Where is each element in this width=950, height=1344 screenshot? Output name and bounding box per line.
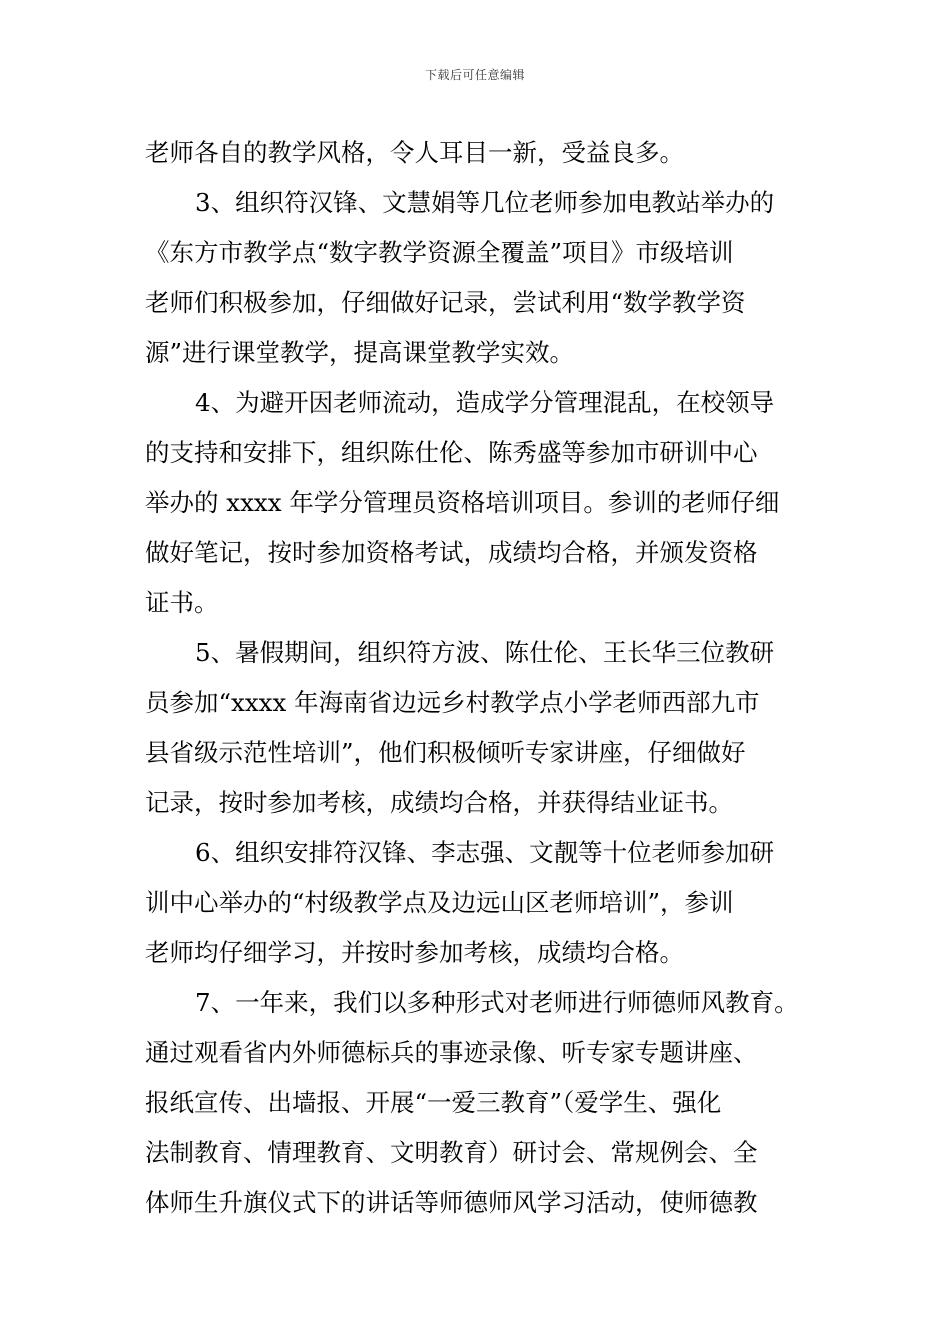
text-line: 源”进行课堂教学，提高课堂教学实效。 <box>145 338 575 367</box>
text-line: 老师各自的教学风格，令人耳目一新，受益良多。 <box>145 138 684 167</box>
page-header: 下载后可任意编辑 <box>424 68 525 82</box>
text-line: 的支持和安排下，组织陈仕伦、陈秀盛等参加市研训中心 <box>145 438 758 467</box>
text-line: 记录，按时参加考核，成绩均合格，并获得结业证书。 <box>145 788 733 817</box>
text-line: 老师均仔细学习，并按时参加考核，成绩均合格。 <box>145 938 684 967</box>
text-line: 举办的 xxxx 年学分管理员资格培训项目。参训的老师仔细 <box>145 488 780 517</box>
text-line: 县省级示范性培训”，他们积极倾听专家讲座，仔细做好 <box>145 738 746 767</box>
text-line: 通过观看省内外师德标兵的事迹录像、听专家专题讲座、 <box>145 1038 758 1067</box>
paragraph-item-7 <box>145 978 815 1228</box>
text-line: 证书。 <box>145 588 219 617</box>
text-line: 报纸宣传、出墙报、开展“一爱三教育”（爱学生、强化 <box>145 1088 722 1117</box>
text-line: 7、一年来，我们以多种形式对老师进行师德师风教育。 <box>195 988 799 1017</box>
text-line: 老师们积极参加，仔细做好记录，尝试利用“数学教学资 <box>145 288 746 317</box>
text-line: 3、组织符汉锋、文慧娟等几位老师参加电教站举办的 <box>195 188 775 217</box>
text-line: 法制教育、情理教育、文明教育）研讨会、常规例会、全 <box>145 1138 758 1167</box>
paragraph-item-5 <box>145 628 815 828</box>
text-line: 体师生升旗仪式下的讲话等师德师风学习活动，使师德教 <box>145 1188 758 1217</box>
text-line: 做好笔记，按时参加资格考试，成绩均合格，并颁发资格 <box>145 538 758 567</box>
paragraph-item-4 <box>145 378 815 628</box>
text-line: 员参加“xxxx 年海南省边远乡村教学点小学老师西部九市 <box>145 688 760 717</box>
text-line: 《东方市教学点“数字教学资源全覆盖”项目》市级培训 <box>145 238 734 267</box>
text-line: 4、为避开因老师流动，造成学分管理混乱，在校领导 <box>195 388 775 417</box>
document-body <box>145 128 815 1228</box>
text-line: 6、组织安排符汉锋、李志强、文靓等十位老师参加研 <box>195 838 775 867</box>
text-line: 训中心举办的“村级教学点及边远山区老师培训”，参训 <box>145 888 734 917</box>
paragraph-item-3 <box>145 178 815 378</box>
paragraph-item-6 <box>145 828 815 978</box>
text-line: 5、暑假期间，组织符方波、陈仕伦、王长华三位教研 <box>195 638 775 667</box>
paragraph-continuation <box>145 128 815 178</box>
